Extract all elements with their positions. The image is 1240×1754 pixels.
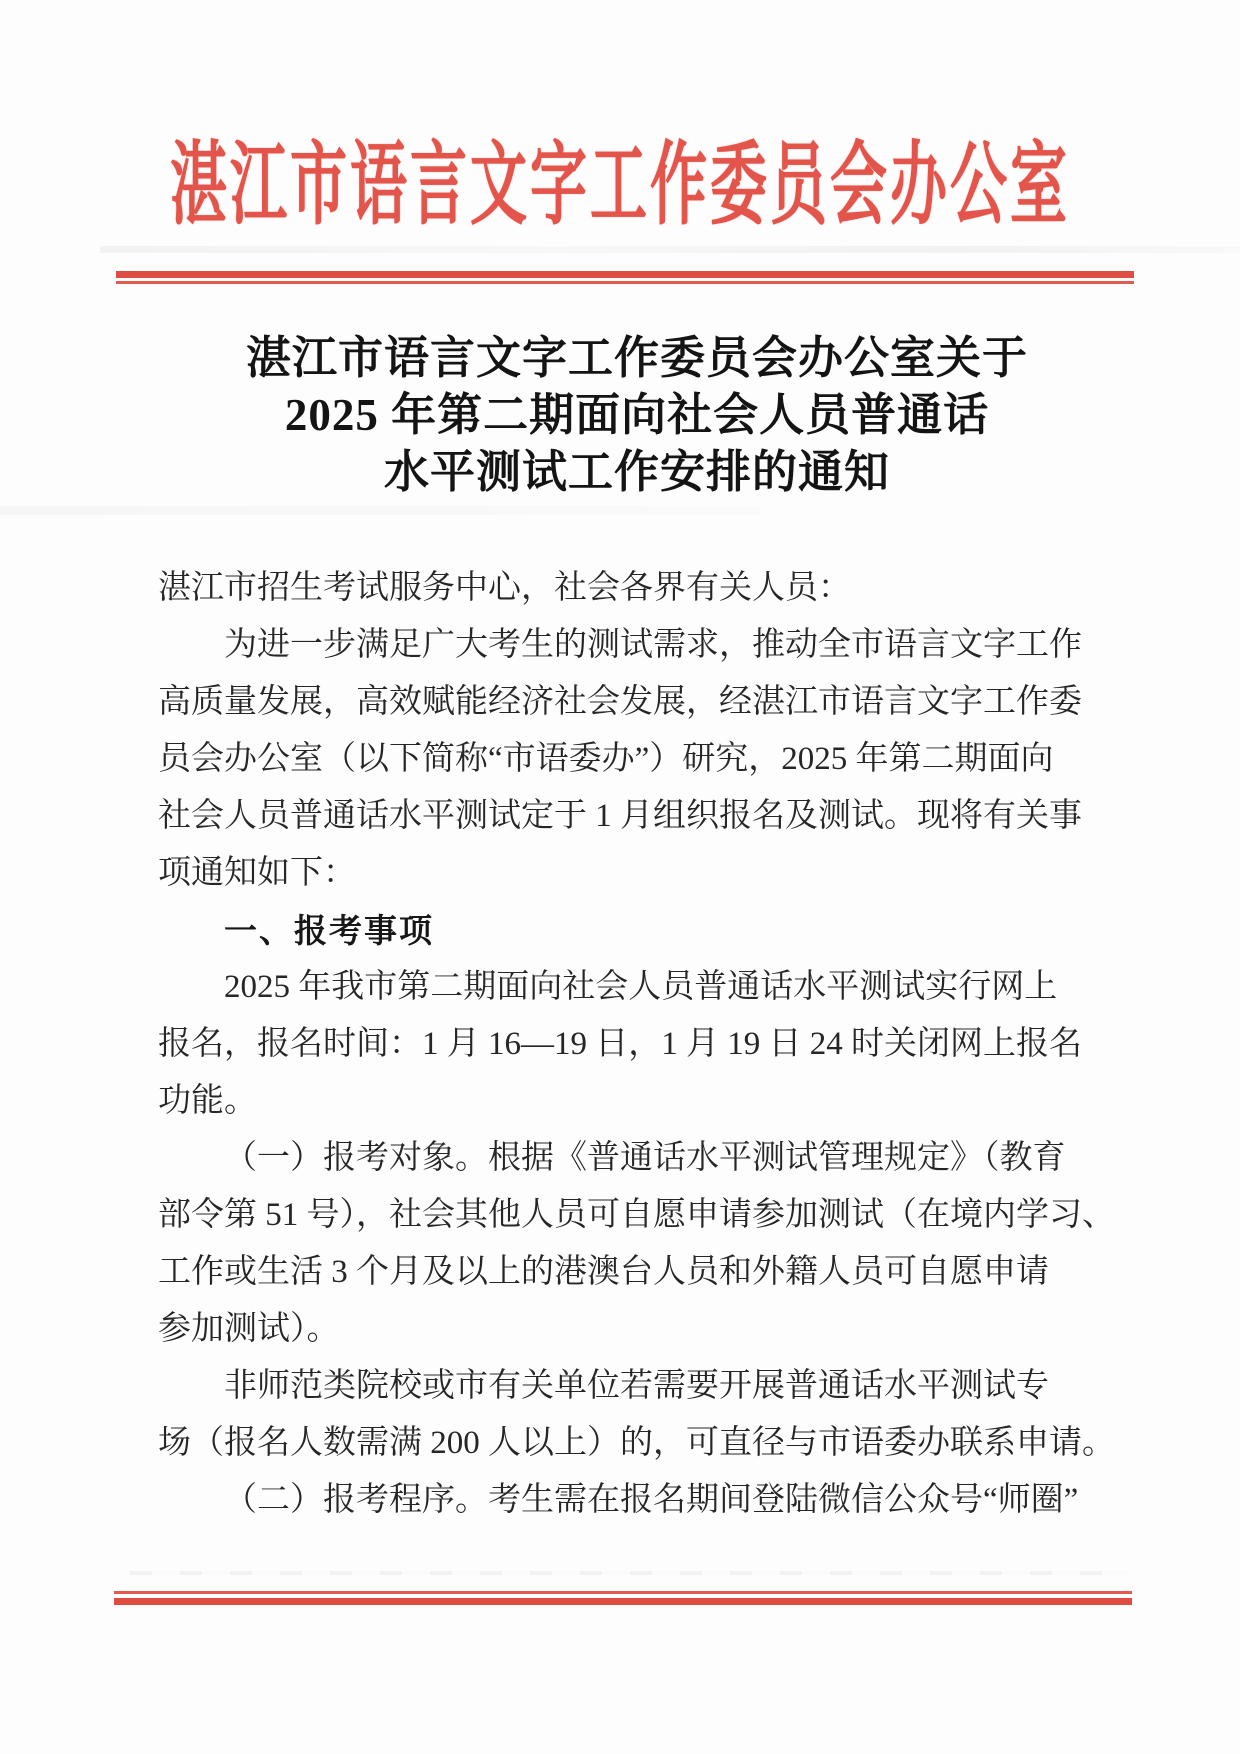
body-text-line: 非师范类院校或市有关单位若需要开展普通话水平测试专	[224, 1368, 1049, 1404]
body-text-line: 社会人员普通话水平测试定于 1 月组织报名及测试。现将有关事	[158, 798, 1082, 834]
body-text-line: 项通知如下：	[158, 855, 356, 891]
body-text-line: 参加测试）。	[158, 1311, 340, 1347]
scan-artifact	[100, 246, 1240, 253]
letterhead-separator	[116, 271, 1134, 284]
body-text-line: 员会办公室（以下简称“市语委办”）研究，2025 年第二期面向	[158, 741, 1054, 777]
scan-artifact	[0, 506, 760, 515]
footer-separator	[114, 1591, 1132, 1605]
body-text-line: 一、报考事项	[224, 912, 434, 949]
body-text-line: 2025 年我市第二期面向社会人员普通话水平测试实行网上	[224, 969, 1058, 1005]
document-title-line: 水平测试工作安排的通知	[383, 447, 890, 497]
document-body	[158, 560, 1115, 1529]
document-title	[34, 330, 1240, 501]
scan-artifact	[130, 1571, 1130, 1575]
separator-thick-rule	[116, 271, 1134, 278]
letterhead-org-name: 湛江市语言文字工作委员会办公室	[170, 136, 1070, 236]
body-text-line: 报名，报名时间：1 月 16—19 日，1 月 19 日 24 时关闭网上报名	[158, 1026, 1082, 1062]
separator-thick-rule	[114, 1598, 1132, 1605]
body-text-line: 湛江市招生考试服务中心，社会各界有关人员：	[158, 570, 851, 606]
document-title-line: 湛江市语言文字工作委员会办公室关于	[245, 333, 1028, 383]
body-text-line: 高质量发展，高效赋能经济社会发展，经湛江市语言文字工作委	[158, 684, 1082, 720]
document-title-line: 2025 年第二期面向社会人员普通话	[284, 390, 990, 440]
body-text-line: （一）报考对象。根据《普通话水平测试管理规定》（教育	[224, 1140, 1066, 1176]
body-text-line: 工作或生活 3 个月及以上的港澳台人员和外籍人员可自愿申请	[158, 1254, 1049, 1290]
body-text-line: （二）报考程序。考生需在报名期间登陆微信公众号“师圈”	[224, 1482, 1079, 1518]
body-text-line: 部令第 51 号），社会其他人员可自愿申请参加测试（在境内学习、	[158, 1197, 1115, 1233]
body-text-line: 场（报名人数需满 200 人以上）的，可直径与市语委办联系申请。	[158, 1425, 1115, 1461]
separator-thin-rule	[116, 281, 1134, 284]
body-text-line: 功能。	[158, 1083, 257, 1119]
body-text-line: 为进一步满足广大考生的测试需求，推动全市语言文字工作	[224, 627, 1082, 663]
letterhead	[0, 136, 1240, 236]
